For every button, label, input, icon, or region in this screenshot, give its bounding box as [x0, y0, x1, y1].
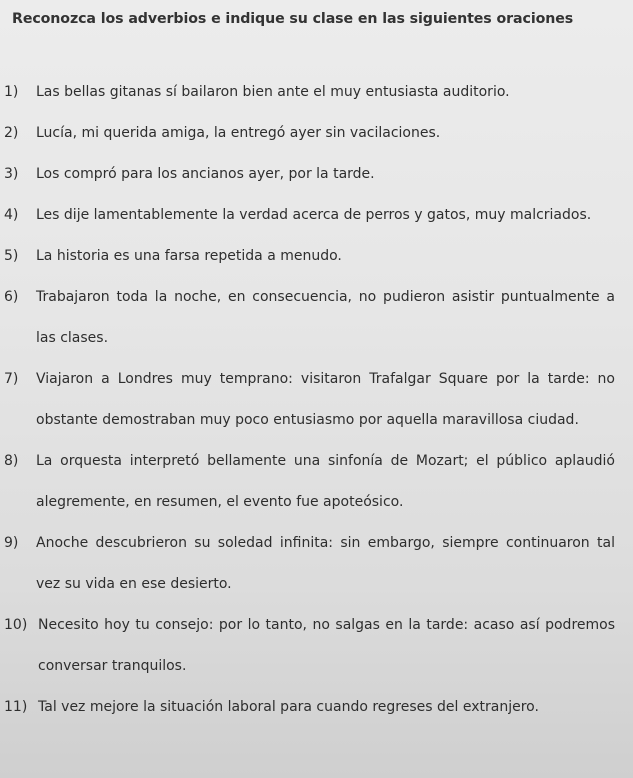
list-item: [4, 195, 623, 236]
item-number: 5): [4, 248, 19, 264]
list-item: [4, 154, 623, 195]
item-text: Tal vez mejore la situación laboral para cuando regreses del extranjero.: [38, 699, 539, 715]
list-item: [4, 113, 623, 154]
item-number: 9): [4, 535, 19, 551]
list-item: [4, 359, 623, 441]
item-number: 4): [4, 207, 19, 223]
item-text: La orquesta interpretó bellamente una sinfonía de Mozart; el público aplaudió alegremente, en resumen, el evento fue apoteósico.: [36, 453, 615, 510]
item-text: Trabajaron toda la noche, en consecuencia, no pudieron asistir puntualmente a las clases.: [36, 289, 615, 346]
item-number: 6): [4, 289, 19, 305]
sentence-list: [4, 72, 623, 728]
list-item: [4, 605, 623, 687]
item-text: Anoche descubrieron su soledad infinita: sin embargo, siempre continuaron tal vez su vida en ese desierto.: [36, 535, 615, 592]
list-item: [4, 687, 623, 728]
item-number: 10): [4, 617, 28, 633]
list-item: [4, 523, 623, 605]
item-number: 8): [4, 453, 19, 469]
item-number: 2): [4, 125, 19, 141]
item-text: Los compró para los ancianos ayer, por la tarde.: [36, 166, 375, 182]
list-item: [4, 236, 623, 277]
item-number: 1): [4, 84, 19, 100]
page-title: Reconozca los adverbios e indique su clase en las siguientes oraciones: [12, 11, 574, 27]
item-text: Viajaron a Londres muy temprano: visitaron Trafalgar Square por la tarde: no obstante demostraban muy poco entusiasmo por aquella maravillosa ciudad.: [36, 371, 615, 428]
list-item: [4, 277, 623, 359]
list-item: [4, 72, 623, 113]
item-text: La historia es una farsa repetida a menudo.: [36, 248, 342, 264]
item-text: Les dije lamentablemente la verdad acerca de perros y gatos, muy malcriados.: [36, 207, 592, 223]
item-number: 3): [4, 166, 19, 182]
item-number: 7): [4, 371, 19, 387]
item-text: Necesito hoy tu consejo: por lo tanto, no salgas en la tarde: acaso así podremos conversar tranquilos.: [38, 617, 615, 674]
item-number: 11): [4, 699, 28, 715]
item-text: Las bellas gitanas sí bailaron bien ante el muy entusiasta auditorio.: [36, 84, 510, 100]
list-item: [4, 441, 623, 523]
item-text: Lucía, mi querida amiga, la entregó ayer sin vacilaciones.: [36, 125, 441, 141]
